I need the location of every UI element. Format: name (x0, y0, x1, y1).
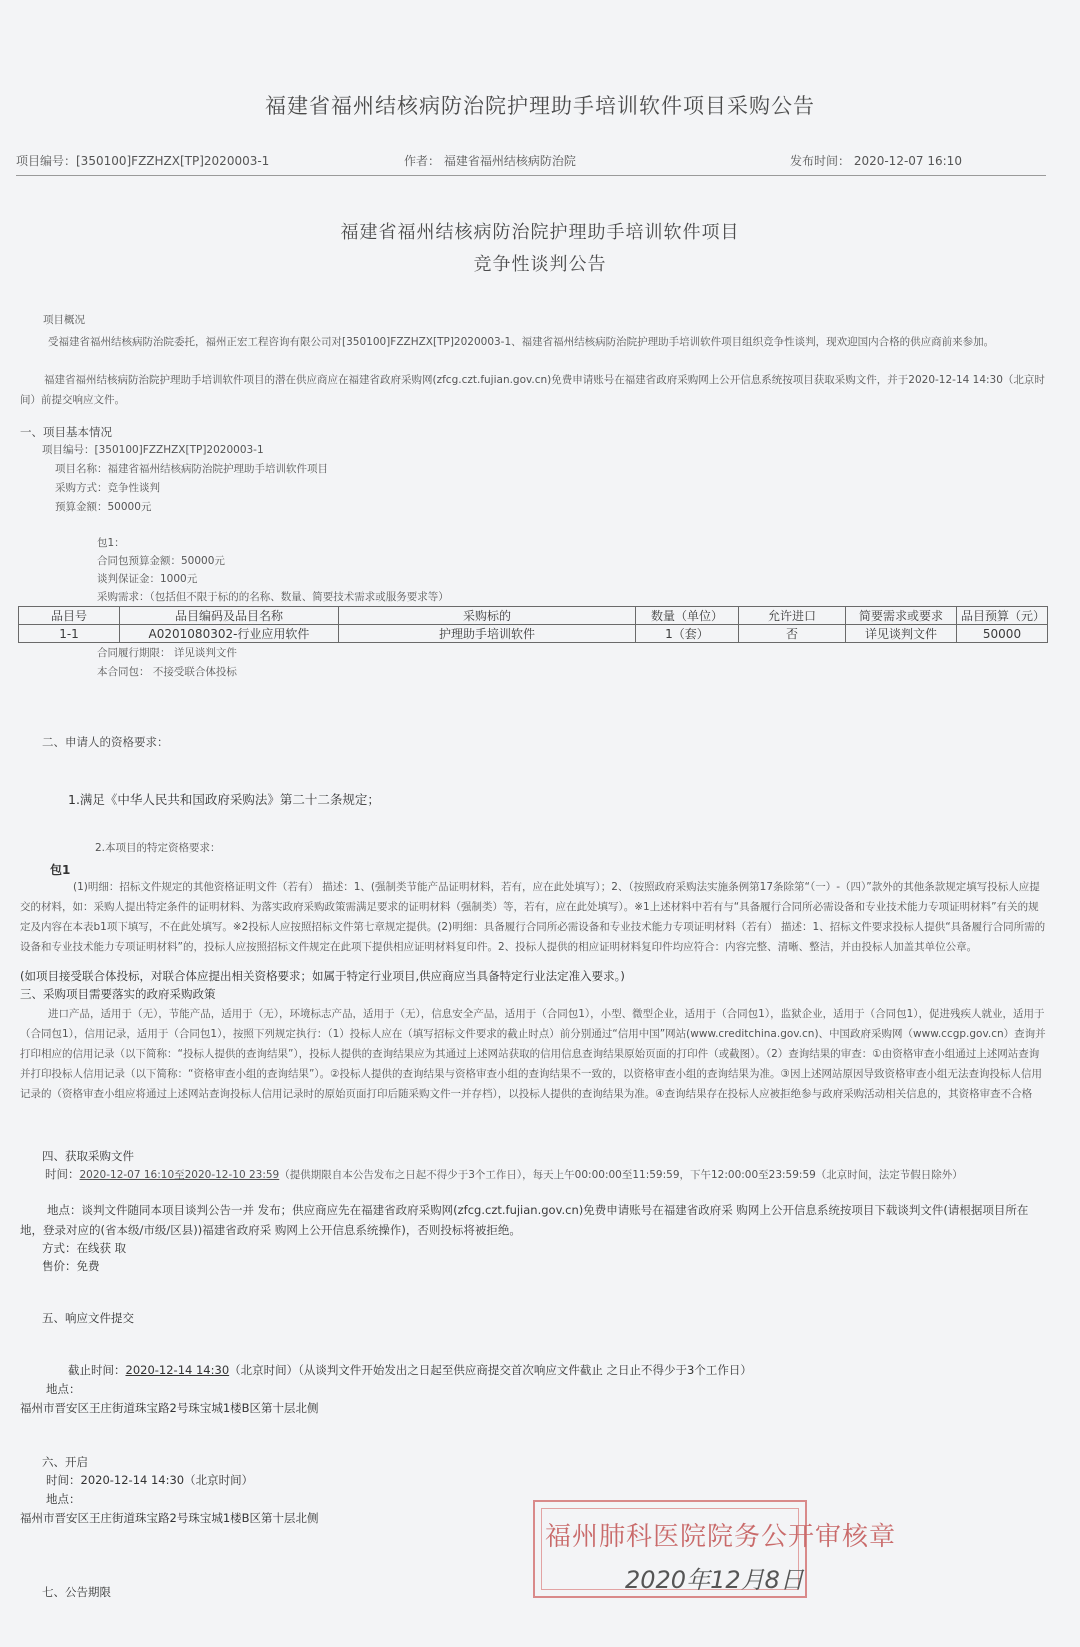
procurement-requirement: 采购需求：（包括但不限于标的的名称、数量、简要技术需求或服务要求等） (97, 591, 449, 603)
acquisition-location: 地点：谈判文件随同本项目谈判公告一并 发布；供应商应先在福建省政府采购网(zfcg.czt.fujian.gov.cn)免费申请账号在福建省政府采 购网上公开信息系统按项目下载谈判文件(请根据项目所在地，登录对应的(省本级/市级/区县))福建省政府采 购网上公开信息系统操作)，否则投标将被拒绝。 (20, 1203, 1029, 1237)
table-header-cell: 采购标的 (339, 607, 636, 625)
project-number-detail: 项目编号：[350100]FZZHZX[TP]2020003-1 (42, 444, 264, 456)
opening-location: 福州市晋安区王庄街道珠宝路2号珠宝城1楼B区第十层北侧 (20, 1511, 319, 1525)
table-cell: A0201080302-行业应用软件 (120, 625, 339, 643)
package-budget: 合同包预算金额：50000元 (97, 555, 225, 567)
package-label: 包1： (97, 537, 125, 549)
table-cell: 护理助手培训软件 (339, 625, 636, 643)
qualification-requirements-detail: (1)明细：招标文件规定的其他资格证明文件（若有） 描述：1、(强制类节能产品证明材料，若有，应在此处填写）；2、（按照政府采购法实施条例第17条除第“（一）-（四）”款外的其他条款规定填写投标人应提交的材料，如：采购人提出特定条件的证明材料、为落实政府采购政策需满足要求的证明材料（强制类）等，若有，应在此处填写）。※1上述材料中若有与“具备履行合同所必需设备和专业技术能力专项证明材料”有关的规定及内容在本表b1项下填写，不在此处填写。※2投标人应按照招标文件第七章规定提供。(2)明细：具备履行合同所必需设备和专业技术能力专项证明材料（若有） 描述：1、招标文件要求投标人提供“具备履行合同所需的设备和专业技术能力专项证明材料”的，投标人应按照招标文件规定在此项下提供相应证明材料复印件。2、投标人提供的相应证明材料复印件均应符合：内容完整、清晰、整洁，并由投标人加盖其单位公章。 (20, 881, 1046, 953)
table-header-cell: 简要需求或要求 (846, 607, 957, 625)
table-header-cell: 品目预算（元） (957, 607, 1048, 625)
project-number: 项目编号：[350100]FZZHZX[TP]2020003-1 (16, 154, 270, 168)
stamp-text: 福州肺科医院院务公开审核章 (545, 1522, 897, 1552)
header-divider (16, 175, 1046, 176)
deadline-label: 截止时间： (68, 1363, 126, 1377)
announcement-title: 福建省福州结核病防治院护理助手培训软件项目 (340, 222, 740, 243)
project-name: 项目名称：福建省福州结核病防治院护理助手培训软件项目 (55, 463, 328, 475)
table-cell: 50000 (957, 625, 1048, 643)
opening-time: 时间：2020-12-14 14:30（北京时间） (46, 1473, 254, 1487)
deadline-description: （北京时间）（从谈判文件开始发出之日起至供应商提交首次响应文件截止 之日止不得少于3个工作日） (229, 1363, 752, 1377)
time-description: （提供期限自本公告发布之日起不得少于3个工作日），每天上午00:00:00至11:59:59，下午12:00:00至23:59:59（北京时间，法定节假日除外） (279, 1169, 963, 1181)
stamp-date: 2020年12月8日 (625, 1566, 804, 1594)
acquisition-method: 方式：在线获 取 (42, 1241, 127, 1255)
table-header-cell: 品目号 (19, 607, 120, 625)
table-header-cell: 允许进口 (739, 607, 846, 625)
qualification-item-1: 1.满足《中华人民共和国政府采购法》第二十二条规定； (68, 792, 380, 807)
overview-heading: 项目概况 (43, 314, 85, 326)
opening-location-label: 地点： (46, 1492, 81, 1506)
qualification-item-2: 2.本项目的特定资格要求： (95, 842, 221, 854)
overview-paragraph-1: 受福建省福州结核病防治院委托，福州正宏工程咨询有限公司对[350100]FZZHZX[TP]2020003-1、福建省福州结核病防治院护理助手培训软件项目组织竞争性谈判，现欢迎国内合格的供应商前来参加。 (48, 336, 995, 348)
negotiation-deposit: 谈判保证金：1000元 (97, 573, 198, 585)
consortium-note: (如项目接受联合体投标，对联合体应提出相关资格要求；如属于特定行业项目,供应商应当具备特定行业法定准入要求。) (20, 969, 625, 983)
section-6-heading: 六、开启 (42, 1455, 88, 1469)
deadline-value: 2020-12-14 14:30 (125, 1363, 230, 1377)
procurement-policy-text: 进口产品，适用于（无），节能产品，适用于（无），环境标志产品，适用于（无），信息安全产品，适用于（合同包1），小型、微型企业，适用于（合同包1），监狱企业，适用于（合同包1），促进残疾人就业，适用于（合同包1），信用记录，适用于（合同包1），按照下列规定执行：（1）投标人应在（填写招标文件要求的截止时点）前分别通过“信用中国”网站(www.creditchina.gov.cn)、中国政府采购网（www.ccgp.gov.cn）查询并打印相应的信用记录（以下简称：“投标人提供的查询结果”），投标人提供的查询结果应为其通过上述网站获取的信用信息查询结果原始页面的打印件（或截图）。（2）查询结果的审查：①由资格审查小组通过上述网站查询并打印投标人信用记录（以下简称：“资格审查小组的查询结果”）。②投标人提供的查询结果与资格审查小组的查询结果不一致的，以资格审查小组的查询结果为准。③因上述网站原因导致资格审查小组无法查询投标人信用记录的（资格审查小组应将通过上述网站查询投标人信用记录时的原始页面打印后随采购文件一并存档），以投标人提供的查询结果为准。④查询结果存在投标人应被拒绝参与政府采购活动相关信息的，其资格审查不合格 (20, 1008, 1046, 1100)
section-2-heading: 二、申请人的资格要求： (42, 735, 169, 749)
procurement-items-table (18, 606, 1048, 643)
time-label: 时间： (45, 1167, 80, 1181)
section-7-heading: 七、公告期限 (42, 1585, 111, 1599)
publish-time: 发布时间： 2020-12-07 16:10 (790, 154, 962, 168)
consortium-policy: 本合同包： 不接受联合体投标 (97, 666, 237, 678)
table-cell: 否 (739, 625, 846, 643)
table-header-cell: 数量（单位） (636, 607, 739, 625)
announcement-subtitle: 竞争性谈判公告 (473, 254, 607, 275)
review-stamp (533, 1500, 897, 1598)
table-header-cell: 品目编码及品目名称 (120, 607, 339, 625)
section-4-heading: 四、获取采购文件 (42, 1149, 134, 1163)
table-cell: 详见谈判文件 (846, 625, 957, 643)
table-cell: 1-1 (19, 625, 120, 643)
section-5-heading: 五、响应文件提交 (42, 1311, 134, 1325)
table-row (19, 625, 1048, 643)
submission-location-label: 地点： (46, 1382, 81, 1396)
contract-period: 合同履行期限： 详见谈判文件 (97, 647, 237, 659)
overview-paragraph-2: 福建省福州结核病防治院护理助手培训软件项目的潜在供应商应在福建省政府采购网(zfcg.czt.fujian.gov.cn)免费申请账号在福建省政府采购网上公开信息系统按项目获取采购文件，并于2020-12-14 14:30（北京时间）前提交响应文件。 (20, 374, 1045, 406)
table-cell: 1（套） (636, 625, 739, 643)
budget-amount: 预算金额：50000元 (55, 501, 152, 513)
author: 作者： 福建省福州结核病防治院 (404, 154, 576, 168)
submission-location: 福州市晋安区王庄街道珠宝路2号珠宝城1楼B区第十层北侧 (20, 1401, 319, 1415)
document-price: 售价：免费 (42, 1259, 100, 1273)
procurement-method: 采购方式：竞争性谈判 (55, 482, 160, 494)
table-header-row (19, 607, 1048, 625)
package-1-label: 包1 (50, 863, 71, 877)
section-1-heading: 一、项目基本情况 (20, 425, 112, 439)
acquisition-time (20, 1164, 1048, 1185)
submission-deadline (68, 1362, 752, 1378)
time-range: 2020-12-07 16:10至2020-12-10 23:59 (79, 1169, 280, 1181)
section-3-heading: 三、采购项目需要落实的政府采购政策 (20, 987, 216, 1001)
document-title: 福建省福州结核病防治院护理助手培训软件项目采购公告 (265, 94, 815, 118)
